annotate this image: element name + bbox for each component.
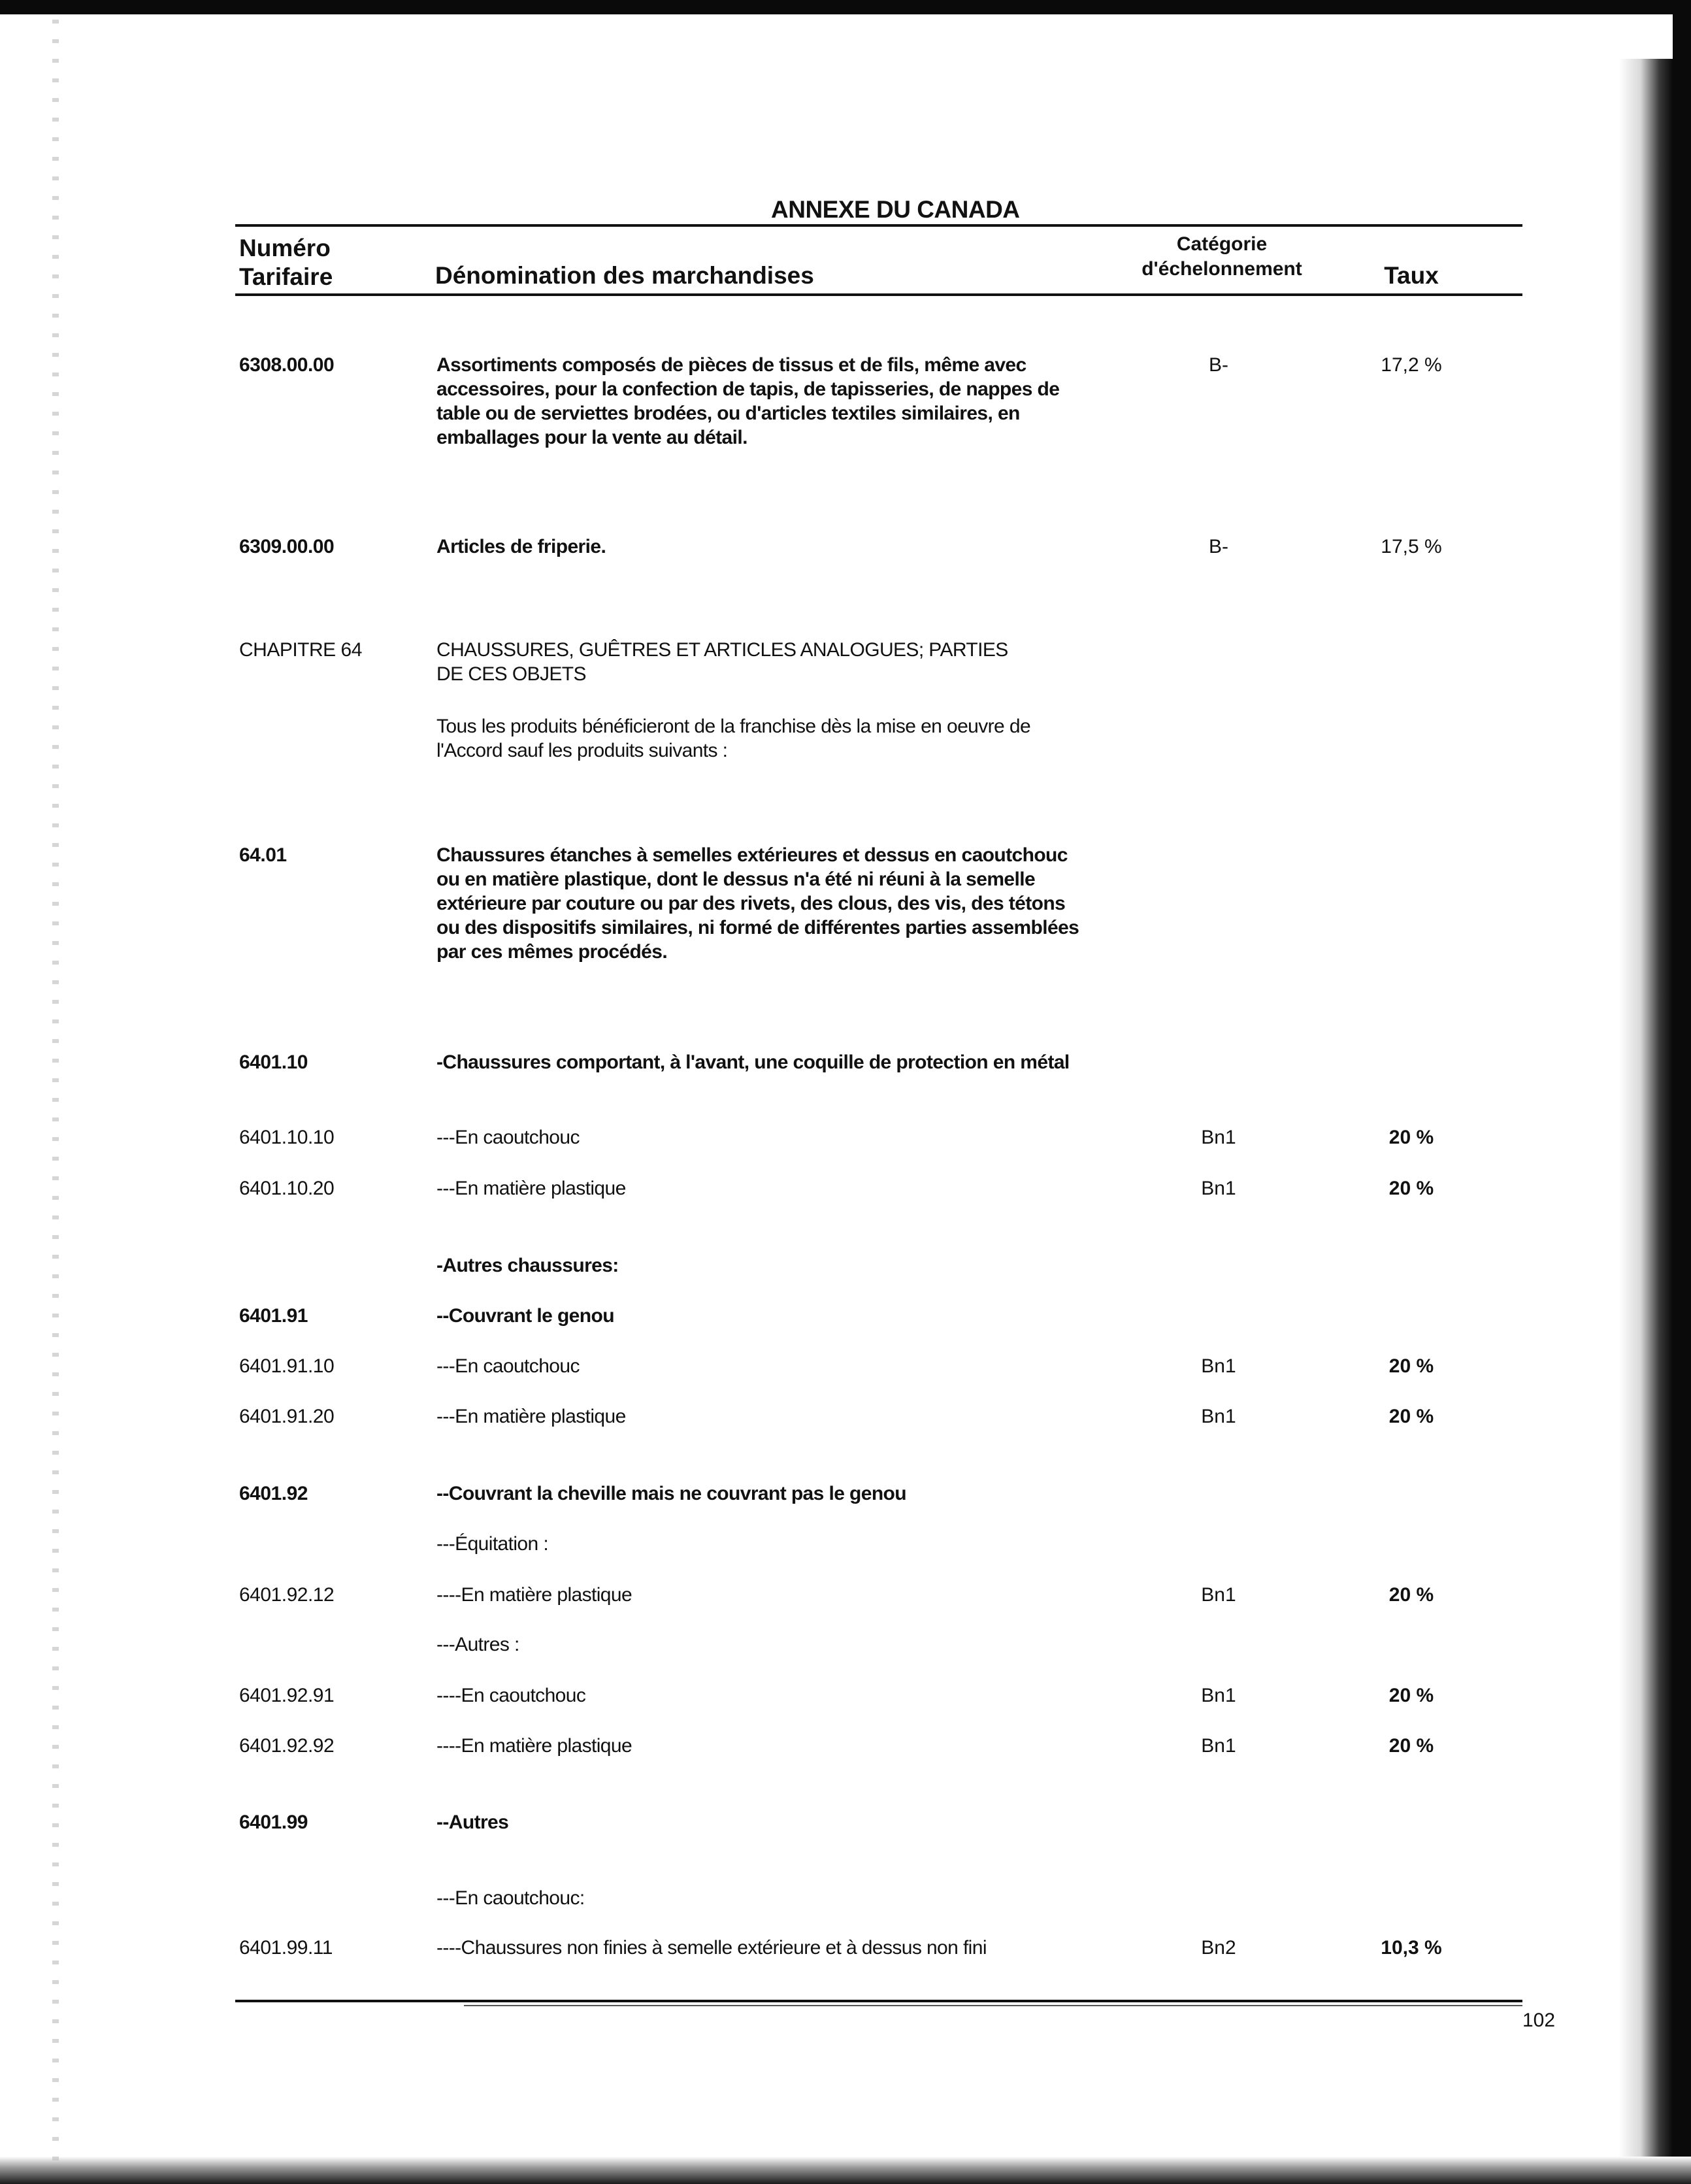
header-bottom-rule: [235, 293, 1522, 296]
column-header-description: Dénomination des marchandises: [435, 262, 814, 289]
column-header-number-text: Numéro Tarifaire: [239, 235, 333, 290]
goods-description: ---En caoutchouc:: [436, 1887, 585, 1909]
goods-description: -Autres chaussures:: [436, 1255, 619, 1276]
goods-description: ---Équitation :: [436, 1533, 549, 1555]
rate: 20 %: [1388, 1355, 1434, 1377]
goods-description: ----En matière plastique: [436, 1735, 632, 1757]
header-top-rule: [235, 224, 1522, 227]
page-title: ANNEXE DU CANADA: [771, 196, 1020, 223]
tariff-number: 6401.91.10: [239, 1355, 335, 1377]
goods-description: ---En caoutchouc: [436, 1127, 580, 1148]
table-bottom-rule: [235, 2000, 1522, 2002]
tariff-number: 6401.92: [239, 1483, 308, 1504]
rate: 17,5 %: [1381, 536, 1442, 557]
goods-description: Articles de friperie.: [436, 536, 606, 557]
staging-category: B-: [1209, 354, 1228, 376]
scan-edge-right-shadow: [1619, 59, 1673, 2184]
goods-description: -Chaussures comportant, à l'avant, une coquille de protection en métal: [436, 1051, 1070, 1073]
scan-edge-bottom: [0, 2157, 1691, 2184]
table-bottom-thin-rule: [464, 2005, 1522, 2006]
scan-edge-left: [52, 20, 59, 2170]
tariff-number: 6401.10.20: [239, 1178, 335, 1199]
tariff-number: 6401.10: [239, 1051, 308, 1073]
column-header-number: [239, 234, 435, 291]
goods-description: --Couvrant le genou: [436, 1305, 614, 1327]
goods-description: Chaussures étanches à semelles extérieures et dessus en caoutchouc ou en matière plastique, dont le dessus n'a été ni réuni à la semelle extérieure par couture ou par des rivets, des clous, des vis, des tétons ou des dispositifs similaires, ni formé de différentes parties assemblées par ces mêmes procédés.: [436, 844, 1079, 963]
page-number: 102: [1522, 2010, 1556, 2031]
goods-description: --Autres: [436, 1812, 509, 1833]
tariff-number: 6401.92.92: [239, 1735, 335, 1757]
rate: 10,3 %: [1381, 1937, 1442, 1959]
staging-category: Bn1: [1201, 1127, 1236, 1148]
staging-category: Bn1: [1201, 1355, 1236, 1377]
scan-edge-right: [1673, 0, 1691, 2184]
goods-description: ---En caoutchouc: [436, 1355, 580, 1377]
tariff-number: 6401.99.11: [239, 1937, 333, 1959]
rate: 17,2 %: [1381, 354, 1442, 376]
tariff-number: CHAPITRE 64: [239, 639, 362, 661]
goods-description: Tous les produits bénéficieront de la franchise dès la mise en oeuvre de l'Accord sauf les produits suivants :: [436, 716, 1031, 761]
staging-category: Bn1: [1201, 1406, 1236, 1427]
scan-edge-top: [0, 0, 1691, 14]
tariff-number: 6401.92.12: [239, 1584, 335, 1606]
goods-description: ---Autres :: [436, 1634, 519, 1655]
tariff-number: 6308.00.00: [239, 354, 335, 376]
tariff-number: 6401.91.20: [239, 1406, 335, 1427]
staging-category: B-: [1209, 536, 1228, 557]
staging-category: Bn1: [1201, 1685, 1236, 1706]
staging-category: Bn2: [1201, 1937, 1236, 1959]
rate: 20 %: [1388, 1406, 1434, 1427]
goods-description: Assortiments composés de pièces de tissus et de fils, même avec accessoires, pour la confection de tapis, de tapisseries, de nappes de table ou de serviettes brodées, ou d'articles textiles similaires, en emballages pour la vente au détail.: [436, 354, 1060, 448]
staging-category: Bn1: [1201, 1178, 1236, 1199]
tariff-number: 6401.10.10: [239, 1127, 335, 1148]
goods-description: ----En matière plastique: [436, 1584, 632, 1606]
goods-description: --Couvrant la cheville mais ne couvrant pas le genou: [436, 1483, 907, 1504]
rate: 20 %: [1388, 1685, 1434, 1706]
column-header-rate: Taux: [1384, 262, 1439, 289]
rate: 20 %: [1388, 1127, 1434, 1148]
goods-description: CHAUSSURES, GUÊTRES ET ARTICLES ANALOGUES; PARTIES DE CES OBJETS: [436, 639, 1008, 685]
column-header-category-text: Catégorie d'échelonnement: [1141, 233, 1302, 280]
tariff-number: 6401.91: [239, 1305, 308, 1327]
staging-category: Bn1: [1201, 1584, 1236, 1606]
tariff-number: 6401.99: [239, 1812, 308, 1833]
rate: 20 %: [1388, 1735, 1434, 1757]
goods-description: ---En matière plastique: [436, 1406, 626, 1427]
goods-description: ----Chaussures non finies à semelle extérieure et à dessus non fini: [436, 1937, 987, 1959]
rate: 20 %: [1388, 1584, 1434, 1606]
tariff-number: 6309.00.00: [239, 536, 335, 557]
goods-description: ----En caoutchouc: [436, 1685, 586, 1706]
column-header-category: [1098, 232, 1346, 282]
staging-category: Bn1: [1201, 1735, 1236, 1757]
tariff-number: 64.01: [239, 844, 287, 866]
rate: 20 %: [1388, 1178, 1434, 1199]
tariff-number: 6401.92.91: [239, 1685, 335, 1706]
goods-description: ---En matière plastique: [436, 1178, 626, 1199]
